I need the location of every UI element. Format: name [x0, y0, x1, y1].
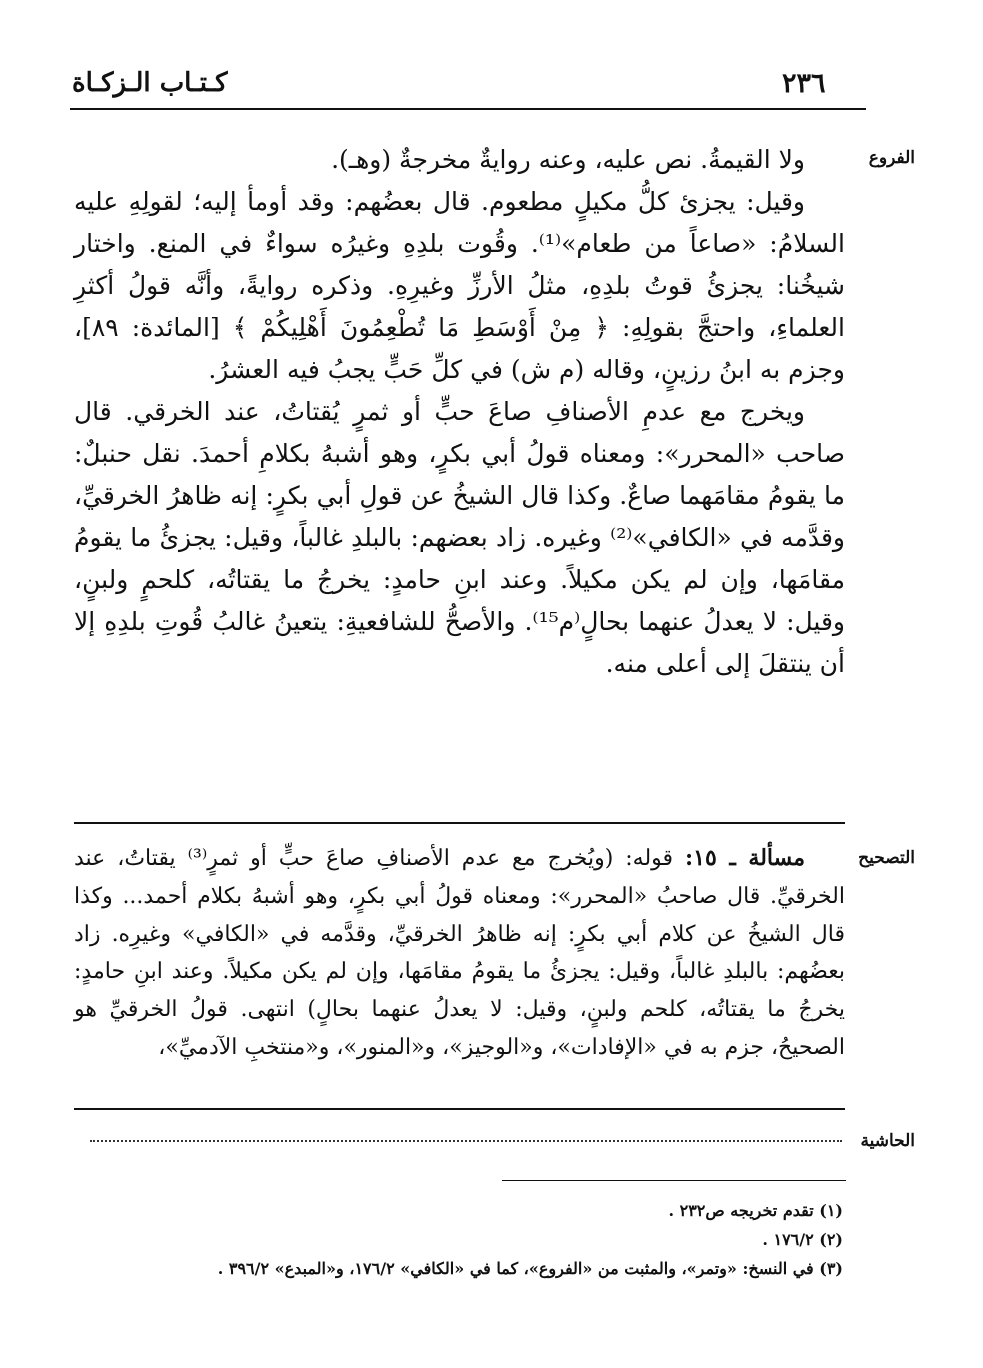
footnote: (٣) في النسخ: «وتمر»، والمثبت من «الفروع»، كما في «الكافي» ١٧٦/٢، و«المبدع» ٣٩٦/٢ . — [217, 1259, 843, 1278]
main-paragraph: ولا القيمةُ. نص عليه، وعنه روايةٌ مخرجةٌ (وهـ). — [331, 145, 805, 174]
footnote: (٢) ١٧٦/٢ . — [762, 1230, 843, 1249]
hashiya-dotted-line — [90, 1140, 842, 1142]
main-paragraph: ويخرج مع عدمِ الأصنافِ صاعَ حبٍّ أو ثمرٍ يُقتاتُ، عند الخرقي. قال صاحب «المحرر»: ومعناه قولُ أبي بكرٍ، وهو أشبهُ بكلامِ أحمدَ. نقل حنبلٌ: ما يقومُ مقامَهما صاعٌ. وكذا قال الشيخُ عن قولِ أبي بكرٍ: إنه ظاهرُ الخرقيِّ، وقدَّمه في «الكافي»⁽²⁾ وغيره. زاد بعضهم: بالبلدِ غالباً، وقيل: يجزئُ ما يقومُ مقامَها، وإن لم يكن مكيلاً. وعند ابنِ حامدٍ: يخرجُ ما يقتاتُه، كلحمٍ ولبنٍ، وقيل: لا يعدلُ عنهما بحالٍ⁽م¹⁵⁾. والأصحُّ للشافعيةِ: يتعينُ غالبُ قُوتِ بلدِهِ إلا أن ينتقلَ إلى أعلى منه. — [74, 397, 845, 678]
header-rule — [70, 108, 866, 110]
page-number: ٢٣٦ — [782, 68, 826, 99]
main-paragraph: وقيل: يجزئ كلُّ مكيلٍ مطعوم. قال بعضُهم: وقد أومأ إليه؛ لقولِهِ عليه السلامُ: «صاعاً من طعام»⁽¹⁾. وقُوت بلدِهِ وغيرُه سواءٌ في المنع. واختار شيخُنا: يجزئُ قوتُ بلدِهِ، مثلُ الأرزِّ وغيرِهِ. وذكره روايةً، وأنَّه قولُ أكثرِ العلماءِ، واحتجَّ بقولِهِ: ﴿ مِنْ أَوْسَطِ مَا تُطْعِمُونَ أَهْلِيكُمْ ﴾ [المائدة: ٨٩]، وجزم به ابنُ رزينٍ، وقاله (م ش) في كلِّ حَبٍّ يجبُ فيه العشرُ. — [74, 187, 845, 384]
section-rule — [74, 822, 845, 824]
main-text — [74, 139, 845, 685]
label-hashiya: الحاشية — [860, 1131, 915, 1151]
tashih-body: قوله: (ويُخرج مع عدم الأصنافِ صاعَ حبٍّ أو ثمرٍ⁽³⁾ يقتاتُ، عند الخرقيِّ. قال صاحبُ «المحرر»: ومعناه قولُ أبي بكرٍ، وهو أشبهُ بكلام أحمد... وكذا قال الشيخُ عن كلام أبي بكرٍ: إنه ظاهرُ الخرقيِّ، وقدَّمه في «الكافي» وغيرِه. زاد بعضُهم: بالبلدِ غالباً، وقيل: يجزئُ ما يقومُ مقامَها، وإن لم يكن مكيلاً. وعند ابنِ حامدٍ: يخرجُ ما يقتاتُه، كلحم ولبنٍ، وقيل: لا يعدلُ عنهما بحالٍ) انتهى. قولُ الخرقيِّ هو الصحيحُ، جزم به في «الإفادات»، و«الوجيز»، و«المنور»، و«منتخبِ الآدميِّ»، — [74, 846, 845, 1060]
label-furu: الفروع — [868, 148, 915, 168]
issue-number: مسألة ـ ١٥: — [685, 845, 806, 871]
footnote-rule — [502, 1180, 846, 1181]
label-tashih: التصحيح — [858, 848, 915, 868]
book-title: كـتـاب الـزكـاة — [72, 68, 228, 98]
tashih-text — [74, 840, 845, 1067]
footnote: (١) تقدم تخريجه ص٢٣٢ . — [668, 1201, 843, 1220]
footnotes — [63, 1196, 843, 1283]
section-rule — [74, 1108, 845, 1110]
